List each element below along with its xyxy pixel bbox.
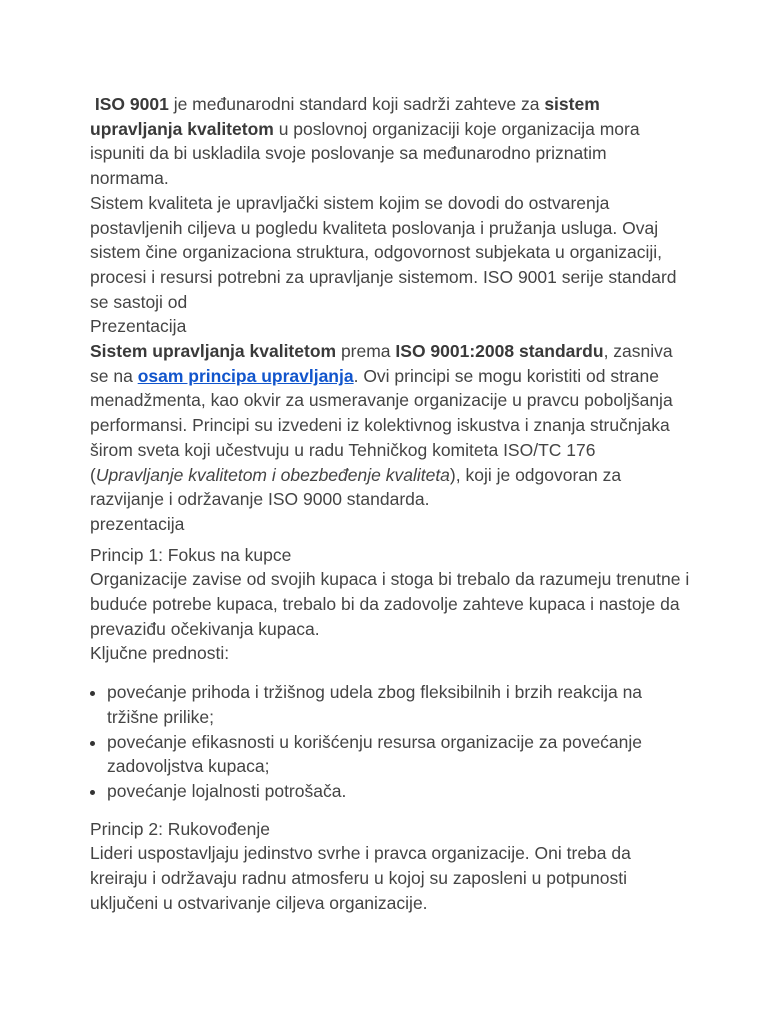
eight-principles-link[interactable]: osam principa upravljanja bbox=[137, 365, 354, 386]
key-benefits-label: Ključne prednosti: bbox=[90, 643, 230, 664]
term-quality-system: sistem upravljanja kvalitetom bbox=[90, 94, 600, 139]
principle-2-heading: Princip 2: Rukovođenje bbox=[90, 818, 270, 839]
iso-title: ISO 9001 bbox=[94, 94, 169, 114]
presentation-label-lower: prezentacija bbox=[90, 513, 185, 534]
principle-2-body: Lideri uspostavljaju jedinstvo svrhe i pravca organizacije. Oni treba da kreiraju i održavaju radnu atmosferu u kojoj su zaposleni u potpunosti uključeni u ostvarivanje ciljeva organizacije. bbox=[90, 843, 631, 913]
list-item: • povećanje efikasnosti u korišćenju resursa organizacije za povećanje zadovoljstva kupaca; bbox=[107, 730, 690, 779]
list-item: • povećanje lojalnosti potrošača. bbox=[107, 779, 690, 804]
benefits-list bbox=[90, 680, 690, 804]
document-body bbox=[90, 92, 690, 916]
quality-system-paragraph: Sistem kvaliteta je upravljački sistem kojim se dovodi do ostvarenja postavljenih ciljeva u pogledu kvaliteta poslovanja i pružanja usluga. Ovaj sistem čine organizaciona struktura, odgovornost subjekata u organizaciji, procesi i resursi potrebni za upravljanje sistemom. ISO 9001 serije standard se sastoji od bbox=[90, 192, 677, 312]
principle-1-heading: Princip 1: Fokus na kupce bbox=[90, 544, 292, 565]
principle-1-body: Organizacije zavise od svojih kupaca i stoga bi trebalo da razumeju trenutne i buduće potrebe kupaca, trebalo bi da zadovolje zahteve kupaca i nastoje da prevaziđu očekivanja kupaca. bbox=[90, 569, 690, 639]
intro-paragraph: ISO 9001 je međunarodni standard koji sadrži zahteve za sistem upravljanja kvalitetom u poslovnoj organizaciji koje organizacija mora ispuniti da bi uskladila svoje poslovanje sa međunarodno priznatim normama. bbox=[90, 94, 640, 189]
presentation-label: Prezentacija bbox=[90, 316, 187, 337]
list-item: • povećanje prihoda i tržišnog udela zbog fleksibilnih i brzih reakcija na tržišne prilike; bbox=[107, 680, 690, 729]
principles-paragraph: Sistem upravljanja kvalitetom prema ISO 9001:2008 standardu, zasniva se na osam principa upravljanja. Ovi principi se mogu koristiti od strane menadžmenta, kao okvir za usmeravanje organizacije u pravcu poboljšanja performansi. Principi su izvedeni iz kolektivnog iskustva i znanja stručnjaka širom sveta koji učestvuju u radu Tehničkog komiteta ISO/TC 176 (Upravljanje kvalitetom i obezbeđenje kvaliteta), koji je odgovoran za razvijanje i održavanje ISO 9000 standarda. bbox=[90, 341, 673, 510]
